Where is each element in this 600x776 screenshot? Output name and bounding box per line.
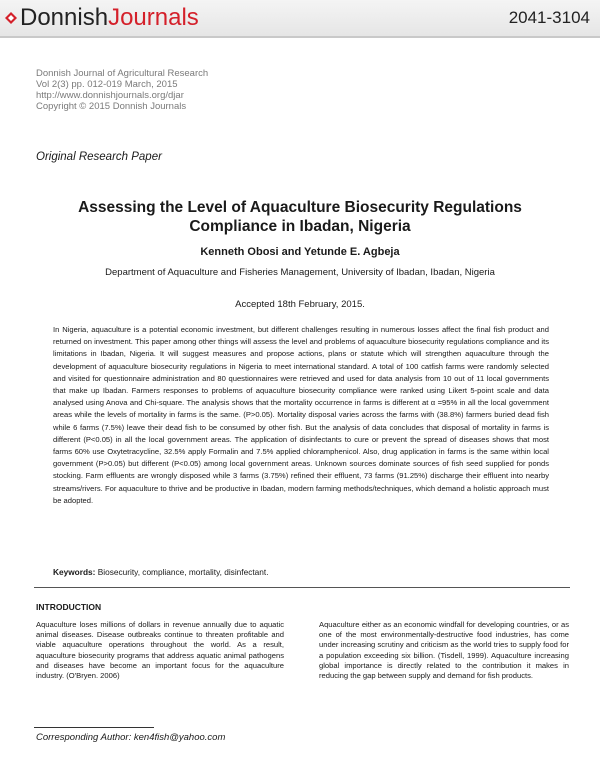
keywords-text: Biosecurity, compliance, mortality, disinfectant. (95, 567, 269, 577)
section-divider (34, 587, 570, 588)
volume-info: Vol 2(3) pp. 012-019 March, 2015 (36, 79, 178, 90)
author-affiliation: Department of Aquaculture and Fisheries Management, University of Ibadan, Ibadan, Nigeria (105, 267, 495, 278)
issn-number: 2041-3104 (508, 8, 590, 27)
publication-info (36, 68, 208, 112)
abstract: In Nigeria, aquaculture is a potential economic investment, but different challenges resulting in numerous losses affect the final fish product and returned on investment. This paper among other things will assess the level and problems of aquaculture biosecurity regulations compliance and its limitations in Ibadan, Nigeria. It will suggest measures and propose actions, plans or statute which will strengthen aquaculture through the development of aquaculture biosecurity regulations in Nigeria to meet international standard. A total of 100 catfish farms were randomly selected and visited for questionnaire administration and 80 questionnaires were retrieved and used for data analysis from 10 out of 11 local governments that make up Ibadan. Farmers responses to problems of aquaculture biosecurity compliance were ranked using Likert 5-point scale and data analysed using Anova and Chi-square. The analysis shows that the mortality occurrence in farms is different at α =95% in all the local government areas while the levels of mortality in farms is the same. (P>0.05). Mortality disposal varies across the farms with (38.8%) farmers buried dead fish while 6 farms (7.5%) leave their dead fish to be consumed by other fish. But the analysis of data concludes that disposal of mortality in farms is different (P<0.05) in all the local government areas. The application of disinfectants to cure or prevent the spread of diseases shows that most farms 60% use Oxytetracycline, 32.5% apply Formalin and 7.5% applied chloramphenicol. Also, drug application in farms is the same within local government (P>0.05) but different (P<0.05) among local government areas. Unknown sources dominate sources of fish seed supplied for ponds stocking. Farm effluents are wrongly disposed while 3 farms (3.75%) refined their effluent, 73 farms (91.25%) discharge their effluent into nearby streams/rivers. For aquaculture to thrive and be productive in Ibadan, modern farming methods/techniques, which demand a holistic approach must be adopted. (53, 325, 549, 505)
journal-name: Donnish Journal of Agricultural Research (36, 68, 209, 79)
paper-authors: Kenneth Obosi and Yetunde E. Agbeja (200, 246, 400, 258)
header-rule (0, 36, 600, 38)
corresponding-author: Corresponding Author: ken4fish@yahoo.com (36, 732, 226, 743)
introduction-right-column: Aquaculture either as an economic windfall for developing countries, or as one of the most environmentally-destructive food industries, has come under increasing scrutiny and criticism as the world tries to supply food for a population exceeding six billion. (Tisdell, 1999). Aquaculture increasing global importance is directly related to the contribution it makes in reducing the gap between supply and demand for fish products. (319, 620, 569, 681)
introduction-left-column: Aquaculture loses millions of dollars in revenue annually due to aquatic animal diseases. Disease outbreaks continue to threaten profitable and viable aquaculture operations throughout the world. As a result, aquaculture biosecurity programs that address aquatic animal pathogens and diseases have become an important focus for the aquaculture industry. (O'Bryen. 2006) (36, 620, 284, 681)
article-type: Original Research Paper (36, 151, 162, 163)
copyright-line: Copyright © 2015 Donnish Journals (36, 101, 187, 112)
journal-url[interactable]: http://www.donnishjournals.org/djar (36, 90, 184, 101)
logo-diamond-icon (4, 11, 18, 25)
logo-text-donnish: Donnish (20, 4, 109, 31)
paper-title: Assessing the Level of Aquaculture Biosecurity Regulations Compliance in Ibadan, Nigeria (78, 199, 522, 235)
keywords-label: Keywords: (53, 567, 96, 577)
keywords-line (53, 567, 269, 577)
introduction-heading: INTRODUCTION (36, 602, 102, 612)
journal-logo (4, 4, 199, 32)
journal-header (0, 0, 600, 38)
accepted-date: Accepted 18th February, 2015. (235, 299, 365, 310)
logo-text-journals: Journals (108, 4, 199, 31)
footnote-divider (34, 727, 154, 728)
